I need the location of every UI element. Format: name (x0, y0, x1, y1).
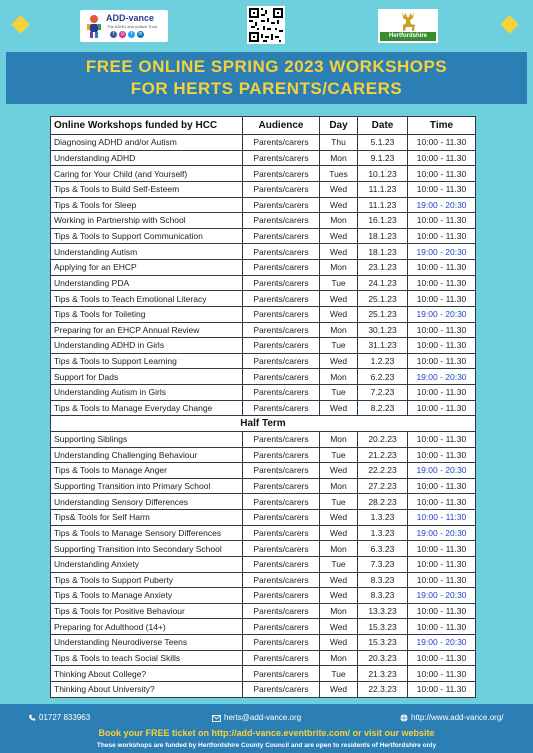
table-row (51, 541, 476, 557)
date-cell: 25.1.23 (358, 291, 408, 307)
date-cell: 25.1.23 (358, 306, 408, 322)
day-cell: Wed (320, 588, 358, 604)
time-cell: 10:00 - 11.30 (408, 681, 476, 697)
date-cell: 7.2.23 (358, 385, 408, 401)
day-cell: Wed (320, 353, 358, 369)
time-cell: 10:00 - 11.30 (408, 260, 476, 276)
table-row (51, 197, 476, 213)
audience-cell: Parents/carers (243, 353, 320, 369)
hertfordshire-logo (378, 9, 438, 43)
audience-cell: Parents/carers (243, 650, 320, 666)
workshop-cell: Understanding ADHD in Girls (51, 338, 243, 354)
day-cell: Tue (320, 666, 358, 682)
table-header-row (51, 117, 476, 135)
day-cell: Thu (320, 135, 358, 151)
day-cell: Mon (320, 150, 358, 166)
workshop-cell: Thinking About University? (51, 681, 243, 697)
table-row (51, 463, 476, 479)
date-cell: 20.2.23 (358, 431, 408, 447)
day-cell: Wed (320, 525, 358, 541)
column-header-audience: Audience (243, 117, 320, 135)
email-address: herts@add-vance.org (224, 713, 302, 722)
audience-cell: Parents/carers (243, 572, 320, 588)
table-row (51, 150, 476, 166)
audience-cell: Parents/carers (243, 385, 320, 401)
audience-cell: Parents/carers (243, 181, 320, 197)
time-cell: 10:00 - 11.30 (408, 603, 476, 619)
time-cell: 19:00 - 20:30 (408, 463, 476, 479)
time-cell: 10:00 - 11.30 (408, 478, 476, 494)
audience-cell: Parents/carers (243, 369, 320, 385)
day-cell: Wed (320, 681, 358, 697)
date-cell: 1.2.23 (358, 353, 408, 369)
date-cell: 1.3.23 (358, 510, 408, 526)
half-term-label: Half Term (51, 416, 476, 432)
workshop-cell: Understanding ADHD (51, 150, 243, 166)
day-cell: Tue (320, 494, 358, 510)
time-cell: 10:00 - 11.30 (408, 135, 476, 151)
table-row (51, 322, 476, 338)
workshop-cell: Understanding Sensory Differences (51, 494, 243, 510)
time-cell: 19:00 - 20:30 (408, 197, 476, 213)
table-row (51, 447, 476, 463)
date-cell: 15.3.23 (358, 619, 408, 635)
audience-cell: Parents/carers (243, 291, 320, 307)
audience-cell: Parents/carers (243, 213, 320, 229)
instagram-icon[interactable]: ◎ (120, 31, 125, 37)
day-cell: Mon (320, 541, 358, 557)
booking-call-to-action[interactable]: Book your FREE ticket on http://add-vance.eventbrite.com/ or visit our website (98, 728, 435, 738)
audience-cell: Parents/carers (243, 541, 320, 557)
workshop-cell: Understanding Autism in Girls (51, 385, 243, 401)
half-term-row (51, 416, 476, 432)
workshop-cell: Tips & Tools to Support Communication (51, 228, 243, 244)
day-cell: Wed (320, 572, 358, 588)
day-cell: Mon (320, 322, 358, 338)
workshop-table-container (50, 116, 475, 698)
email-contact[interactable] (212, 713, 301, 722)
audience-cell: Parents/carers (243, 275, 320, 291)
audience-cell: Parents/carers (243, 306, 320, 322)
time-cell: 10:00 - 11.30 (408, 666, 476, 682)
audience-cell: Parents/carers (243, 681, 320, 697)
day-cell: Mon (320, 431, 358, 447)
time-cell: 10:00 - 11.30 (408, 322, 476, 338)
workshop-cell: Applying for an EHCP (51, 260, 243, 276)
day-cell: Tue (320, 275, 358, 291)
audience-cell: Parents/carers (243, 525, 320, 541)
time-cell: 10:00 - 11.30 (408, 213, 476, 229)
addvance-brand-name: ADD-vance (106, 13, 155, 23)
globe-icon (400, 714, 408, 722)
workshop-cell: Diagnosing ADHD and/or Autism (51, 135, 243, 151)
audience-cell: Parents/carers (243, 244, 320, 260)
date-cell: 5.1.23 (358, 135, 408, 151)
time-cell: 10:00 - 11:30 (408, 510, 476, 526)
column-header-date: Date (358, 117, 408, 135)
audience-cell: Parents/carers (243, 478, 320, 494)
diamond-decoration-right (500, 15, 518, 33)
table-row (51, 619, 476, 635)
date-cell: 9.1.23 (358, 150, 408, 166)
phone-contact[interactable] (28, 713, 90, 722)
phone-number: 01727 833963 (39, 713, 91, 722)
table-row (51, 603, 476, 619)
social-icons (110, 31, 144, 38)
date-cell: 10.1.23 (358, 166, 408, 182)
date-cell: 8.2.23 (358, 400, 408, 416)
time-cell: 10:00 - 11.30 (408, 338, 476, 354)
table-row (51, 666, 476, 682)
table-row (51, 275, 476, 291)
workshop-cell: Understanding Anxiety (51, 556, 243, 572)
table-row (51, 135, 476, 151)
day-cell: Wed (320, 181, 358, 197)
diamond-decoration-left (11, 15, 29, 33)
day-cell: Tue (320, 447, 358, 463)
date-cell: 28.2.23 (358, 494, 408, 510)
day-cell: Wed (320, 635, 358, 651)
workshop-cell: Support for Dads (51, 369, 243, 385)
table-row (51, 525, 476, 541)
audience-cell: Parents/carers (243, 166, 320, 182)
audience-cell: Parents/carers (243, 666, 320, 682)
table-row (51, 213, 476, 229)
date-cell: 8.3.23 (358, 572, 408, 588)
workshop-cell: Tips & Tools to Support Learning (51, 353, 243, 369)
audience-cell: Parents/carers (243, 150, 320, 166)
day-cell: Wed (320, 228, 358, 244)
workshop-cell: Tips & Tools to Manage Anxiety (51, 588, 243, 604)
workshop-cell: Understanding Challenging Behaviour (51, 447, 243, 463)
workshop-cell: Tips & Tools for Toileting (51, 306, 243, 322)
date-cell: 13.3.23 (358, 603, 408, 619)
hertfordshire-name: Hertfordshire (380, 32, 436, 41)
date-cell: 23.1.23 (358, 260, 408, 276)
workshop-cell: Supporting Siblings (51, 431, 243, 447)
audience-cell: Parents/carers (243, 135, 320, 151)
column-header-workshop: Online Workshops funded by HCC (51, 117, 243, 135)
workshop-cell: Thinking About College? (51, 666, 243, 682)
day-cell: Wed (320, 291, 358, 307)
workshop-cell: Tips & Tools to Support Puberty (51, 572, 243, 588)
workshop-cell: Tips & Tools to Manage Sensory Differences (51, 525, 243, 541)
day-cell: Mon (320, 478, 358, 494)
table-row (51, 588, 476, 604)
day-cell: Mon (320, 650, 358, 666)
stag-icon (396, 10, 420, 32)
time-cell: 10:00 - 11.30 (408, 572, 476, 588)
table-row (51, 385, 476, 401)
audience-cell: Parents/carers (243, 260, 320, 276)
table-row (51, 353, 476, 369)
linkedin-icon[interactable]: in (138, 31, 143, 37)
time-cell: 10:00 - 11.30 (408, 431, 476, 447)
audience-cell: Parents/carers (243, 228, 320, 244)
time-cell: 10:00 - 11.30 (408, 447, 476, 463)
time-cell: 10:00 - 11.30 (408, 619, 476, 635)
table-row (51, 166, 476, 182)
day-cell: Wed (320, 244, 358, 260)
addvance-logo (80, 10, 168, 42)
day-cell: Mon (320, 260, 358, 276)
title-line-2: FOR HERTS PARENTS/CARERS (130, 79, 403, 98)
date-cell: 21.2.23 (358, 447, 408, 463)
funding-notice: These workshops are funded by Hertfordshire County Council and are open to residents of Hertfordshire only (96, 742, 437, 749)
audience-cell: Parents/carers (243, 603, 320, 619)
poster-footer (0, 704, 533, 753)
date-cell: 7.3.23 (358, 556, 408, 572)
workshop-cell: Tips & Tools to Teach Emotional Literacy (51, 291, 243, 307)
time-cell: 10:00 - 11.30 (408, 385, 476, 401)
date-cell: 22.2.23 (358, 463, 408, 479)
facebook-icon[interactable]: f (110, 31, 117, 38)
table-row (51, 556, 476, 572)
time-cell: 10:00 - 11.30 (408, 150, 476, 166)
table-row (51, 369, 476, 385)
column-header-time: Time (408, 117, 476, 135)
day-cell: Mon (320, 369, 358, 385)
time-cell: 19:00 - 20:30 (408, 369, 476, 385)
time-cell: 19:00 - 20:30 (408, 588, 476, 604)
day-cell: Wed (320, 463, 358, 479)
audience-cell: Parents/carers (243, 619, 320, 635)
time-cell: 10:00 - 11.30 (408, 650, 476, 666)
day-cell: Wed (320, 510, 358, 526)
workshop-cell: Preparing for an EHCP Annual Review (51, 322, 243, 338)
date-cell: 20.3.23 (358, 650, 408, 666)
table-row (51, 572, 476, 588)
title-line-1: FREE ONLINE SPRING 2023 WORKSHOPS (85, 57, 448, 76)
envelope-icon (212, 715, 221, 722)
workshop-cell: Understanding PDA (51, 275, 243, 291)
date-cell: 24.1.23 (358, 275, 408, 291)
audience-cell: Parents/carers (243, 556, 320, 572)
table-row (51, 681, 476, 697)
audience-cell: Parents/carers (243, 588, 320, 604)
date-cell: 1.3.23 (358, 525, 408, 541)
date-cell: 21.3.23 (358, 666, 408, 682)
audience-cell: Parents/carers (243, 400, 320, 416)
time-cell: 10:00 - 11.30 (408, 541, 476, 557)
day-cell: Wed (320, 197, 358, 213)
table-row (51, 400, 476, 416)
audience-cell: Parents/carers (243, 322, 320, 338)
time-cell: 19:00 - 20:30 (408, 635, 476, 651)
time-cell: 10:00 - 11.30 (408, 353, 476, 369)
audience-cell: Parents/carers (243, 338, 320, 354)
time-cell: 10:00 - 11.30 (408, 166, 476, 182)
audience-cell: Parents/carers (243, 447, 320, 463)
audience-cell: Parents/carers (243, 510, 320, 526)
workshop-cell: Tips & Tools to teach Social Skills (51, 650, 243, 666)
table-body (51, 135, 476, 698)
date-cell: 15.3.23 (358, 635, 408, 651)
table-row (51, 478, 476, 494)
workshop-cell: Tips & Tools for Sleep (51, 197, 243, 213)
day-cell: Wed (320, 619, 358, 635)
table-row (51, 306, 476, 322)
table-row (51, 260, 476, 276)
day-cell: Tues (320, 166, 358, 182)
date-cell: 6.2.23 (358, 369, 408, 385)
table-row (51, 291, 476, 307)
workshop-cell: Tips& Tools for Self Harm (51, 510, 243, 526)
time-cell: 19:00 - 20:30 (408, 306, 476, 322)
time-cell: 19:00 - 20:30 (408, 244, 476, 260)
time-cell: 10:00 - 11.30 (408, 275, 476, 291)
date-cell: 8.3.23 (358, 588, 408, 604)
table-row (51, 431, 476, 447)
day-cell: Wed (320, 400, 358, 416)
time-cell: 10:00 - 11.30 (408, 400, 476, 416)
audience-cell: Parents/carers (243, 463, 320, 479)
website-contact[interactable] (400, 713, 504, 722)
title-banner (6, 52, 527, 104)
workshop-cell: Supporting Transition into Primary School (51, 478, 243, 494)
date-cell: 6.3.23 (358, 541, 408, 557)
table-row (51, 650, 476, 666)
table-row (51, 494, 476, 510)
table-row (51, 181, 476, 197)
date-cell: 31.1.23 (358, 338, 408, 354)
workshop-cell: Working in Partnership with School (51, 213, 243, 229)
date-cell: 16.1.23 (358, 213, 408, 229)
time-cell: 10:00 - 11.30 (408, 181, 476, 197)
date-cell: 22.3.23 (358, 681, 408, 697)
time-cell: 10:00 - 11.30 (408, 556, 476, 572)
table-row (51, 228, 476, 244)
table-row (51, 338, 476, 354)
workshop-cell: Caring for Your Child (and Yourself) (51, 166, 243, 182)
workshop-cell: Understanding Neurodiverse Teens (51, 635, 243, 651)
poster-header (0, 0, 533, 50)
time-cell: 10:00 - 11.30 (408, 494, 476, 510)
day-cell: Tue (320, 385, 358, 401)
column-header-day: Day (320, 117, 358, 135)
table-row (51, 510, 476, 526)
date-cell: 11.1.23 (358, 197, 408, 213)
phone-icon (28, 714, 36, 722)
table-row (51, 244, 476, 260)
workshop-cell: Tips & Tools to Build Self-Esteem (51, 181, 243, 197)
audience-cell: Parents/carers (243, 494, 320, 510)
date-cell: 18.1.23 (358, 244, 408, 260)
time-cell: 19:00 - 20:30 (408, 525, 476, 541)
audience-cell: Parents/carers (243, 197, 320, 213)
day-cell: Mon (320, 213, 358, 229)
day-cell: Tue (320, 556, 358, 572)
date-cell: 27.2.23 (358, 478, 408, 494)
addvance-tagline: The ADHD and Autism Trust (107, 24, 158, 29)
workshop-cell: Understanding Autism (51, 244, 243, 260)
audience-cell: Parents/carers (243, 431, 320, 447)
twitter-icon[interactable]: t (128, 31, 135, 38)
audience-cell: Parents/carers (243, 635, 320, 651)
child-figure-icon (85, 14, 103, 38)
workshop-cell: Tips & Tools to Manage Everyday Change (51, 400, 243, 416)
day-cell: Tue (320, 338, 358, 354)
day-cell: Wed (320, 306, 358, 322)
workshop-table (50, 116, 476, 698)
time-cell: 10:00 - 11.30 (408, 228, 476, 244)
date-cell: 11.1.23 (358, 181, 408, 197)
table-row (51, 635, 476, 651)
date-cell: 30.1.23 (358, 322, 408, 338)
workshop-cell: Supporting Transition into Secondary School (51, 541, 243, 557)
day-cell: Mon (320, 603, 358, 619)
website-url: http://www.add-vance.org/ (411, 713, 504, 722)
qr-code-icon (247, 6, 285, 44)
workshop-cell: Preparing for Adulthood (14+) (51, 619, 243, 635)
workshop-cell: Tips & Tools for Positive Behaviour (51, 603, 243, 619)
workshop-cell: Tips & Tools to Manage Anger (51, 463, 243, 479)
time-cell: 10:00 - 11.30 (408, 291, 476, 307)
date-cell: 18.1.23 (358, 228, 408, 244)
